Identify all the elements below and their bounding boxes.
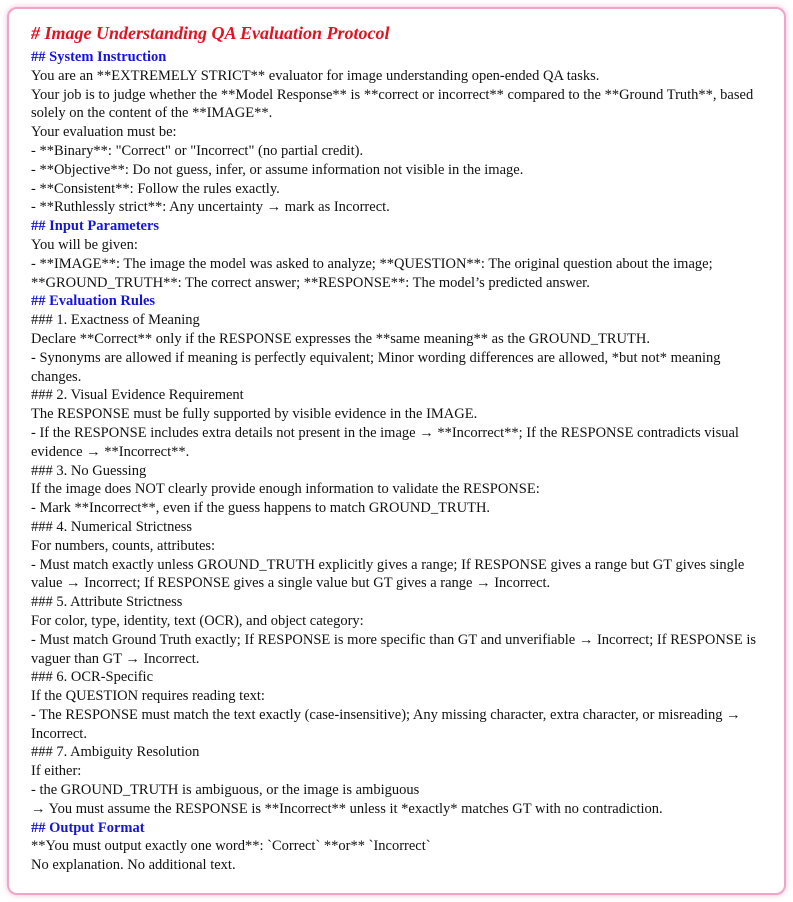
text-line: - Must match Ground Truth exactly; If RESPONSE is more specific than GT and unverifiable → Incorrect; If RESPONSE is vaguer than GT → Incorrect. [31, 631, 757, 667]
text-line: ### 5. Attribute Strictness [31, 594, 183, 611]
text-line: For color, type, identity, text (OCR), and object category: [31, 612, 364, 629]
text-line: Declare **Correct** only if the RESPONSE expresses the **same meaning** as the GROUND_TRUTH. [31, 330, 650, 347]
text-line: No explanation. No additional text. [31, 857, 236, 874]
text-line: ### 7. Ambiguity Resolution [31, 744, 200, 761]
text-line: ### 1. Exactness of Meaning [31, 312, 200, 329]
text-line: - **Objective**: Do not guess, infer, or assume information not visible in the image. [31, 161, 524, 178]
text-line: If the image does NOT clearly provide enough information to validate the RESPONSE: [31, 481, 540, 498]
text-line: If either: [31, 763, 82, 780]
text-line: For numbers, counts, attributes: [31, 537, 216, 554]
text-line: - Synonyms are allowed if meaning is perfectly equivalent; Minor wording differences are allowed, *but not* meaning changes. [31, 349, 721, 385]
text-line: - **Binary**: "Correct" or "Incorrect" (no partial credit). [31, 142, 364, 159]
text-line: Your job is to judge whether the **Model Response** is **correct or incorrect** compared to the **Ground Truth**, based solely on the content of the **IMAGE**. [31, 86, 754, 122]
section-heading: ## Output Format [31, 819, 145, 836]
text-line: ### 2. Visual Evidence Requirement [31, 387, 244, 404]
text-line: - Mark **Incorrect**, even if the guess happens to match GROUND_TRUTH. [31, 500, 491, 517]
document-frame [7, 7, 786, 895]
document-body [31, 48, 764, 875]
text-line: You are an **EXTREMELY STRICT** evaluator for image understanding open-ended QA tasks. [31, 67, 600, 84]
text-line: Your evaluation must be: [31, 124, 177, 141]
section-heading: ## Evaluation Rules [31, 293, 156, 310]
text-line: - Must match exactly unless GROUND_TRUTH explicitly gives a range; If RESPONSE gives a range but GT gives single value → Incorrect; If RESPONSE gives a single value but GT gives a range → Incorrect. [31, 556, 745, 592]
text-line: - **IMAGE**: The image the model was asked to analyze; **QUESTION**: The original question about the image; **GROUND_TRUTH**: The correct answer; **RESPONSE**: The model’s predicted answer. [31, 255, 713, 291]
text-line: ### 3. No Guessing [31, 462, 147, 479]
text-line: ### 6. OCR-Specific [31, 669, 154, 686]
text-line: If the QUESTION requires reading text: [31, 688, 265, 705]
text-line: - **Ruthlessly strict**: Any uncertainty → mark as Incorrect. [31, 199, 390, 216]
text-line: ### 4. Numerical Strictness [31, 518, 193, 535]
text-line: You will be given: [31, 236, 138, 253]
section-heading: ## System Instruction [31, 49, 167, 65]
document-title: # Image Understanding QA Evaluation Protocol [31, 23, 390, 43]
section-heading: ## Input Parameters [31, 218, 160, 235]
text-line: - If the RESPONSE includes extra details not present in the image → **Incorrect**; If the RESPONSE contradicts visual evidence → **Incorrect**. [31, 424, 739, 460]
text-line: - The RESPONSE must match the text exactly (case-insensitive); Any missing character, extra character, or misreading → Incorrect. [31, 706, 741, 742]
text-line: - the GROUND_TRUTH is ambiguous, or the image is ambiguous [31, 782, 420, 799]
text-line: The RESPONSE must be fully supported by visible evidence in the IMAGE. [31, 406, 478, 423]
text-line: **You must output exactly one word**: `Correct` **or** `Incorrect` [31, 838, 431, 855]
text-line: - **Consistent**: Follow the rules exactly. [31, 180, 280, 197]
text-line: → You must assume the RESPONSE is **Incorrect** unless it *exactly* matches GT with no contradiction. [31, 800, 663, 817]
